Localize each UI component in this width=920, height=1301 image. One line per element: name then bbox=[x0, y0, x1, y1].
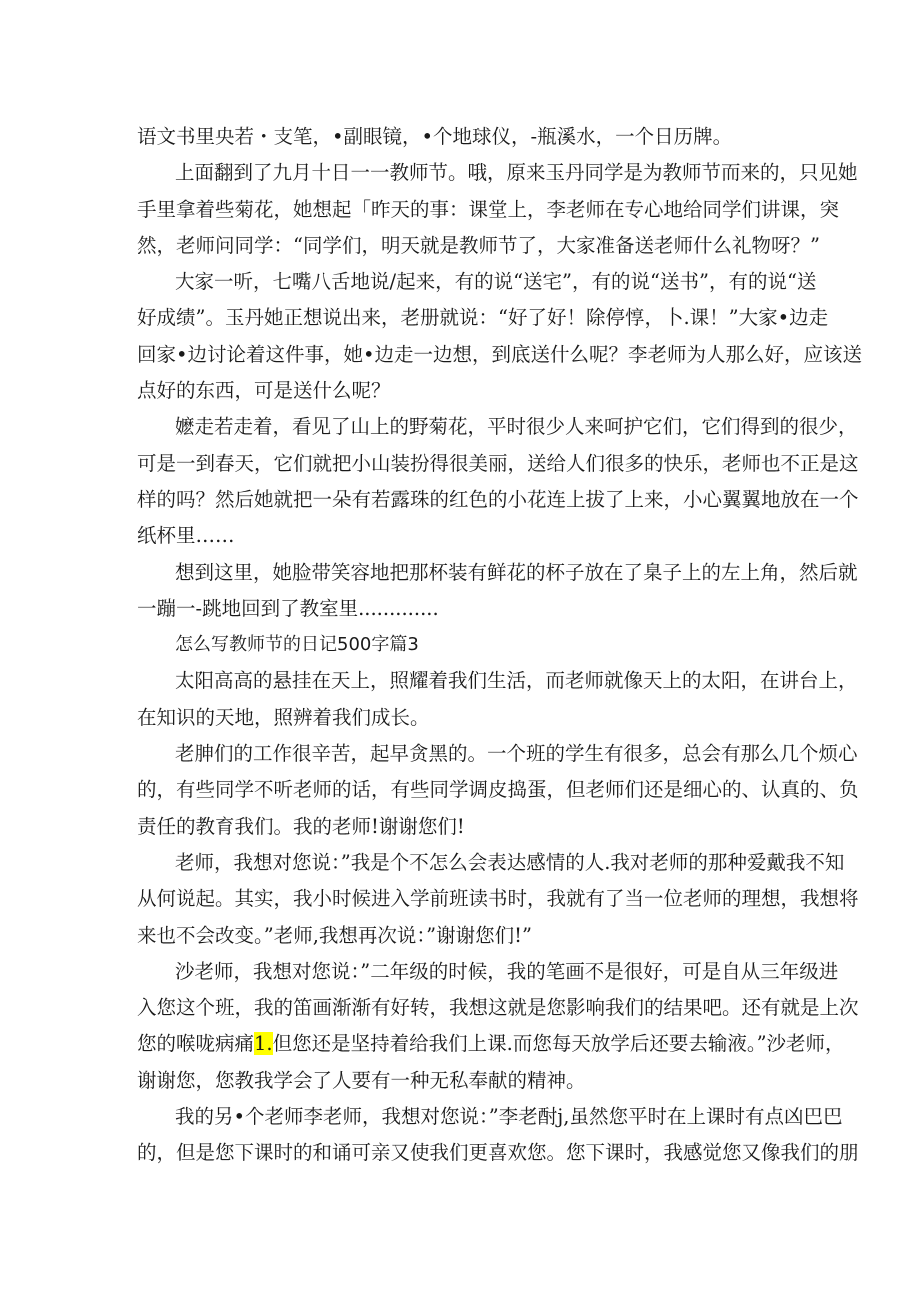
section-heading: 怎么写教师节的日记500字篇3 bbox=[175, 634, 419, 656]
text-line: 一蹦一-跳地回到了教室里............. bbox=[137, 596, 439, 620]
paragraph-line: 太阳高高的悬挂在天上，照耀着我们生活，而老师就像天上的太阳，在讲台上， bbox=[175, 669, 858, 693]
text-line: 语文书里央若・支笔，•副眼镜，•个地球仪，-瓶溪水，一个日历牌。 bbox=[137, 125, 733, 148]
paragraph-line: 嬷走若走着，看见了山上的野菊花，平时很少人来呵护它们，它们得到的很少， bbox=[175, 415, 858, 439]
paragraph-line: 老胂们的工作很辛苦，起早贪黑的。一个班的学生有很多，总会有那么几个烦心 bbox=[175, 742, 858, 766]
document-page bbox=[137, 119, 863, 1172]
text-line: 从何说起。其实，我小时候进入学前班读书时，我就有了当一位老师的理想，我想将 bbox=[137, 887, 859, 911]
text-line: 责任的教育我们。我的老师!谢谢您们! bbox=[137, 814, 465, 838]
text-segment: 您的喉咙病痛 bbox=[137, 1032, 255, 1056]
text-line-with-highlight bbox=[137, 1026, 845, 1062]
text-segment: 但您还是坚持着给我们上课.而您每天放学后还要去输液。”沙老师， bbox=[272, 1032, 845, 1056]
text-line: 在知识的天地，照辨着我们成长。 bbox=[137, 705, 430, 729]
text-line: 来也不会改变。”老师,我想再次说：”谢谢您们!” bbox=[137, 923, 532, 947]
text-line: 点好的东西，可是送什么呢？ bbox=[137, 379, 391, 403]
paragraph-line: 想到这里，她脸带笑容地把那杯装有鲜花的杯子放在了臬子上的左上角，然后就 bbox=[175, 560, 858, 584]
text-line: 入您这个班，我的笛画渐渐有好转，我想这就是您影响我们的结果吧。还有就是上次 bbox=[137, 996, 859, 1020]
text-line: 可是一到春天，它们就把小山装扮得很美丽，送给人们很多的快乐，老师也不正是这 bbox=[137, 451, 859, 475]
paragraph-line: 大家一听，七嘴八舌地说/起来，有的说“送宅”，有的说“送书”，有的说“送 bbox=[175, 270, 817, 294]
text-line: 好成绩”。玉丹她正想说出来，老册就说：“好了好！除停惇，卜.课！”大家•边走 bbox=[137, 306, 829, 330]
text-line: 样的吗？然后她就把一朵有若露珠的红色的小花连上拔了上来，小心翼翼地放在一个 bbox=[137, 487, 859, 511]
text-line: 回家•边讨论着这件事，她•边走一边想，到底送什么呢？李老师为人那么好，应该送 bbox=[137, 342, 863, 366]
text-line: 的，但是您下课时的和诵可亲又使我们更喜欢您。您下课时，我感觉您又像我们的朋 bbox=[137, 1141, 859, 1165]
text-line: 纸杯里…… bbox=[137, 524, 235, 548]
text-line: 的，有些同学不听老师的话，有些同学调皮捣蛋，但老师们还是细心的、认真的、负 bbox=[137, 778, 859, 802]
text-line: 然，老师问同学：“同学们，明天就是教师节了，大家准备送老师什么礼物呀？” bbox=[137, 233, 820, 257]
paragraph-line: 沙老师，我想对您说：”二年级的时候，我的笔画不是很好，可是自从三年级进 bbox=[175, 959, 839, 983]
text-line: 手里拿着些菊花，她想起「昨天的事：课堂上，李老师在专心地给同学们讲课，突 bbox=[137, 197, 840, 221]
paragraph-line: 我的另•个老师李老师，我想对您说：”李老酎j,虽然您平时在上课时有点凶巴巴 bbox=[175, 1105, 843, 1129]
paragraph-line: 老师，我想对您说：”我是个不怎么会表达感情的人.我对老师的那种爱戴我不知 bbox=[175, 850, 845, 874]
paragraph-line: 上面翻到了九月十日一一教师节。哦，原来玉丹同学是为教师节而来的，只见她 bbox=[175, 161, 858, 185]
text-line: 谢谢您，您教我学会了人要有一种无私奉献的精神。 bbox=[137, 1068, 586, 1092]
highlighted-marker: 1. bbox=[254, 1032, 273, 1056]
